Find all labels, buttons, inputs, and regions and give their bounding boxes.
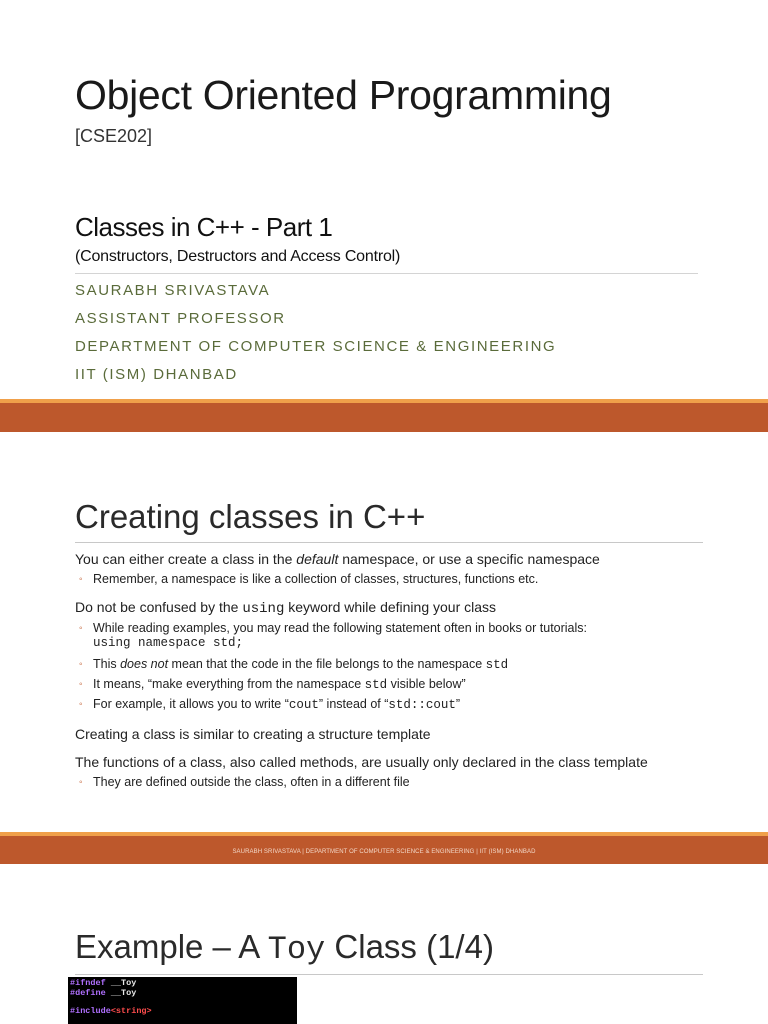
bullet-icon: ◦ (79, 679, 83, 690)
bullet-namespace-note: Remember, a namespace is like a collection of classes, structures, functions etc. (93, 572, 539, 586)
divider (75, 974, 703, 975)
footer-text: SAURABH SRIVASTAVA | DEPARTMENT OF COMPUTER SCIENCE & ENGINEERING | IIT (ISM) DHANBAD (232, 849, 536, 855)
slide-subtitle: Classes in C++ - Part 1 (75, 212, 333, 242)
bullet-icon: ◦ (79, 659, 83, 670)
bullet-cout-example: For example, it allows you to write “cout” instead of “std::cout” (93, 697, 461, 712)
bullet-does-not: This does not mean that the code in the file belongs to the namespace std (93, 657, 509, 672)
code-using-namespace: using namespace std; (93, 636, 244, 650)
course-code: [CSE202] (75, 126, 153, 146)
code-line: #include<string> (70, 1006, 152, 1016)
bullet-reading-examples: While reading examples, you may read the following statement often in books or tutorials: (93, 621, 588, 635)
author-department: DEPARTMENT OF COMPUTER SCIENCE & ENGINEERING (75, 338, 557, 355)
divider (75, 542, 703, 543)
divider (75, 273, 698, 274)
author-institute: IIT (ISM) DHANBAD (75, 366, 238, 383)
slide3-title: Example – A Toy Class (1/4) (75, 928, 494, 968)
paragraph-using: Do not be confused by the using keyword while defining your class (75, 599, 497, 617)
paragraph-namespace: You can either create a class in the default namespace, or use a specific namespace (75, 551, 600, 567)
slide-title: Object Oriented Programming (75, 72, 612, 118)
code-snippet (68, 977, 297, 1024)
paragraph-methods: The functions of a class, also called methods, are usually only declared in the class template (75, 754, 648, 770)
slide-separator-band (0, 403, 768, 432)
code-line: #define __Toy (70, 988, 137, 998)
bullet-icon: ◦ (79, 574, 83, 585)
code-line: #ifndef __Toy (70, 978, 137, 988)
slide2-title: Creating classes in C++ (75, 498, 426, 535)
bullet-defined-outside: They are defined outside the class, often in a different file (93, 775, 410, 789)
bullet-it-means: It means, “make everything from the namespace std visible below” (93, 677, 466, 692)
author-title: ASSISTANT PROFESSOR (75, 310, 286, 327)
bullet-icon: ◦ (79, 699, 83, 710)
paragraph-structure-template: Creating a class is similar to creating a structure template (75, 726, 431, 742)
bullet-icon: ◦ (79, 777, 83, 788)
author-name: SAURABH SRIVASTAVA (75, 282, 271, 299)
bullet-icon: ◦ (79, 623, 83, 634)
slide-subtitle-note: (Constructors, Destructors and Access Control) (75, 248, 401, 265)
